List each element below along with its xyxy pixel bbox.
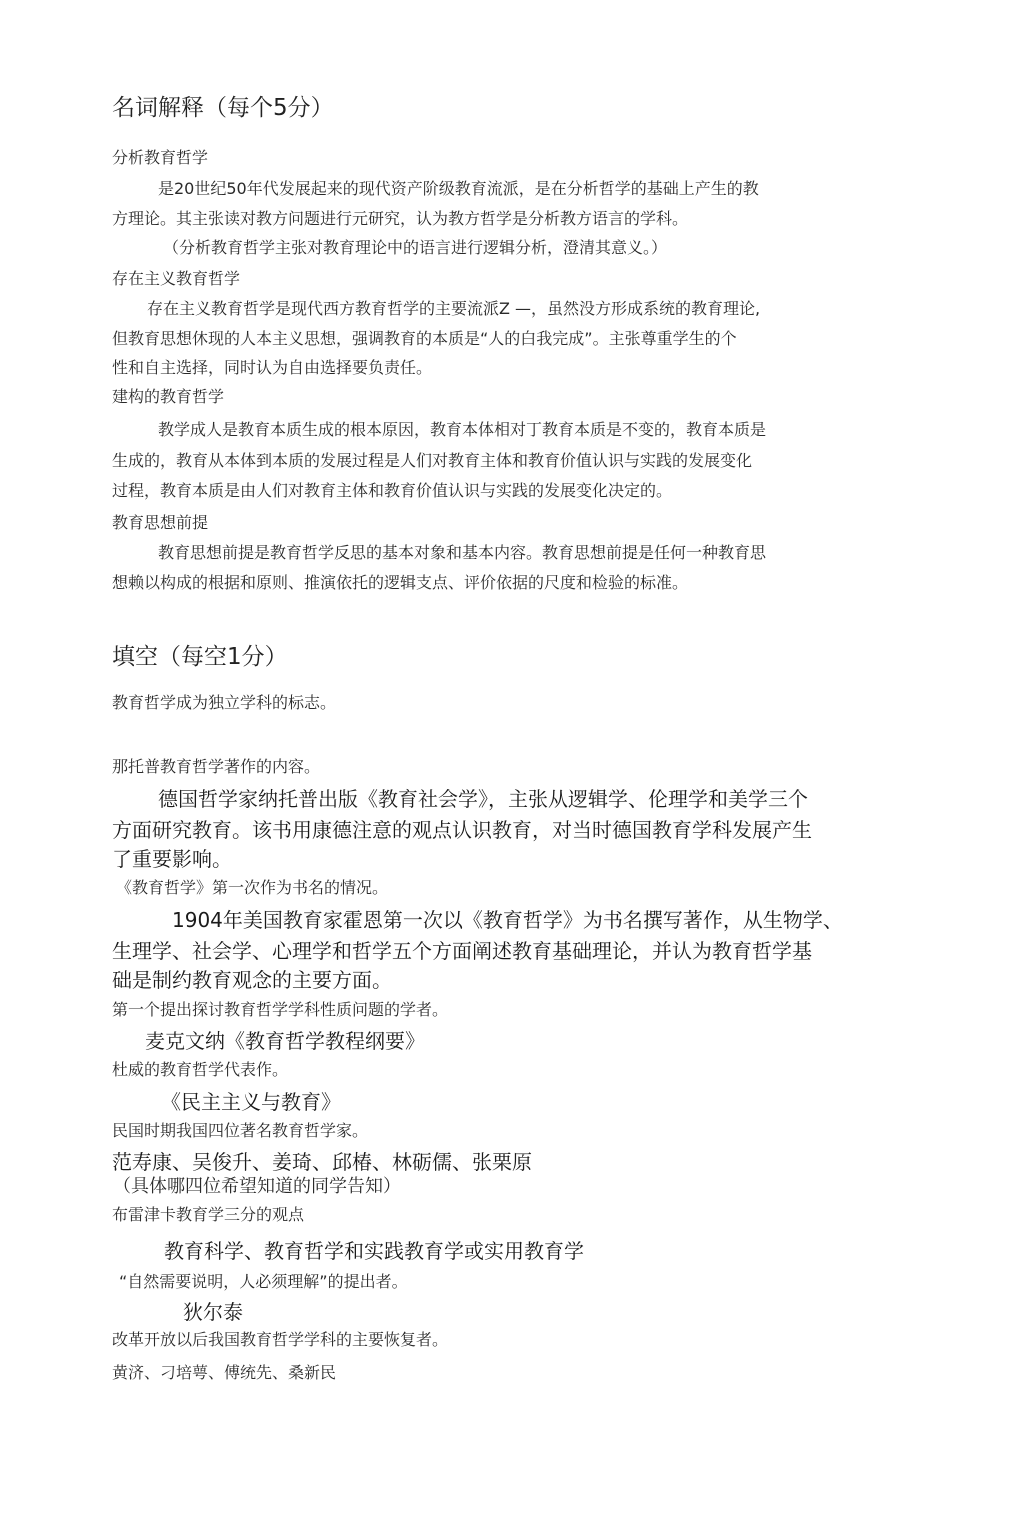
term-definition-line: 生成的，教育从本体到本质的发展过程是人们对教育主体和教育价值认识与实践的发展变化 xyxy=(112,451,753,470)
term-title: 分析教育哲学 xyxy=(112,148,209,167)
question-text: 教育哲学成为独立学科的标志。 xyxy=(112,693,337,712)
term-definition-line: 方理论。其主张读对教方问题进行元研究，认为教方哲学是分析教方语言的学科。 xyxy=(112,209,689,228)
term-definition-line: 想赖以构成的根据和原则、推演依托的逻辑支点、评价依据的尺度和检验的标准。 xyxy=(112,573,689,592)
question-text: 杜威的教育哲学代表作。 xyxy=(112,1060,289,1079)
term-definition-line: 性和自主选择，同时认为自由选择要负责任。 xyxy=(112,358,433,377)
term-definition-line: 过程，教育本质是由人们对教育主体和教育价值认识与实践的发展变化决定的。 xyxy=(112,481,673,500)
term-definition-line: 教育思想前提是教育哲学反思的基本对象和基本内容。教育思想前提是任何一种教育思 xyxy=(158,543,767,562)
term-definition-note: （分析教育哲学主张对教育理论中的语言进行逻辑分析，澄清其意义。） xyxy=(163,238,668,257)
answer-line: 方面研究教育。该书用康德注意的观点认识教育，对当时德国教育学科发展产生 xyxy=(112,818,812,842)
section-heading-fill-blank: 填空（每空1分） xyxy=(112,644,288,670)
question-text: 民国时期我国四位著名教育哲学家。 xyxy=(112,1121,369,1140)
section-heading-term-explanation: 名词解释（每个5分） xyxy=(112,95,334,121)
question-text: 那托普教育哲学著作的内容。 xyxy=(112,757,321,776)
question-text: 改革开放以后我国教育哲学学科的主要恢复者。 xyxy=(112,1330,449,1349)
answer-note: （具体哪四位希望知道的同学告知） xyxy=(113,1176,401,1197)
term-definition-line: 教学成人是教育本质生成的根本原因，教育本体相对丁教育本质是不变的，教育本质是 xyxy=(158,420,767,439)
question-text: 布雷津卡教育学三分的观点 xyxy=(112,1205,305,1224)
term-title: 建构的教育哲学 xyxy=(112,387,225,406)
answer-line: 1904年美国教育家霍恩第一次以《教育哲学》为书名撰写著作，从生物学、 xyxy=(172,908,843,932)
answer-line: 础是制约教育观念的主要方面。 xyxy=(112,968,392,992)
answer-line: 了重要影响。 xyxy=(112,847,232,871)
term-definition-line: 是20世纪50年代发展起来的现代资产阶级教育流派，是在分析哲学的基础上产生的教 xyxy=(158,179,759,198)
answer-line: 《民主主义与教育》 xyxy=(161,1090,341,1114)
answer-line: 麦克文纳《教育哲学教程纲要》 xyxy=(145,1029,425,1053)
answer-line: 范寿康、吴俊升、姜琦、邱椿、林砺儒、张栗原 xyxy=(112,1150,532,1174)
answer-line: 黄济、刁培萼、傅统先、桑新民 xyxy=(112,1363,337,1382)
question-text: 第一个提出探讨教育哲学学科性质问题的学者。 xyxy=(112,1000,449,1019)
question-text: “自然需要说明，人必须理解”的提出者。 xyxy=(119,1272,408,1291)
answer-line: 教育科学、教育哲学和实践教育学或实用教育学 xyxy=(164,1239,584,1263)
answer-line: 狄尔泰 xyxy=(183,1300,243,1324)
term-title: 存在主义教育哲学 xyxy=(112,269,241,288)
term-title: 教育思想前提 xyxy=(112,513,209,532)
term-definition-line: 但教育思想休现的人本主义思想，强调教育的本质是“人的白我完成”。主张尊重学生的个 xyxy=(112,329,737,348)
answer-line: 生理学、社会学、心理学和哲学五个方面阐述教育基础理论，并认为教育哲学基 xyxy=(112,939,812,963)
question-text: 《教育哲学》第一次作为书名的情况。 xyxy=(116,878,389,897)
answer-line: 德国哲学家纳托普出版《教育社会学》，主张从逻辑学、伦理学和美学三个 xyxy=(158,787,808,811)
term-definition-line: 存在主义教育哲学是现代西方教育哲学的主要流派Z —，虽然没方形成系统的教育理论, xyxy=(147,299,761,318)
